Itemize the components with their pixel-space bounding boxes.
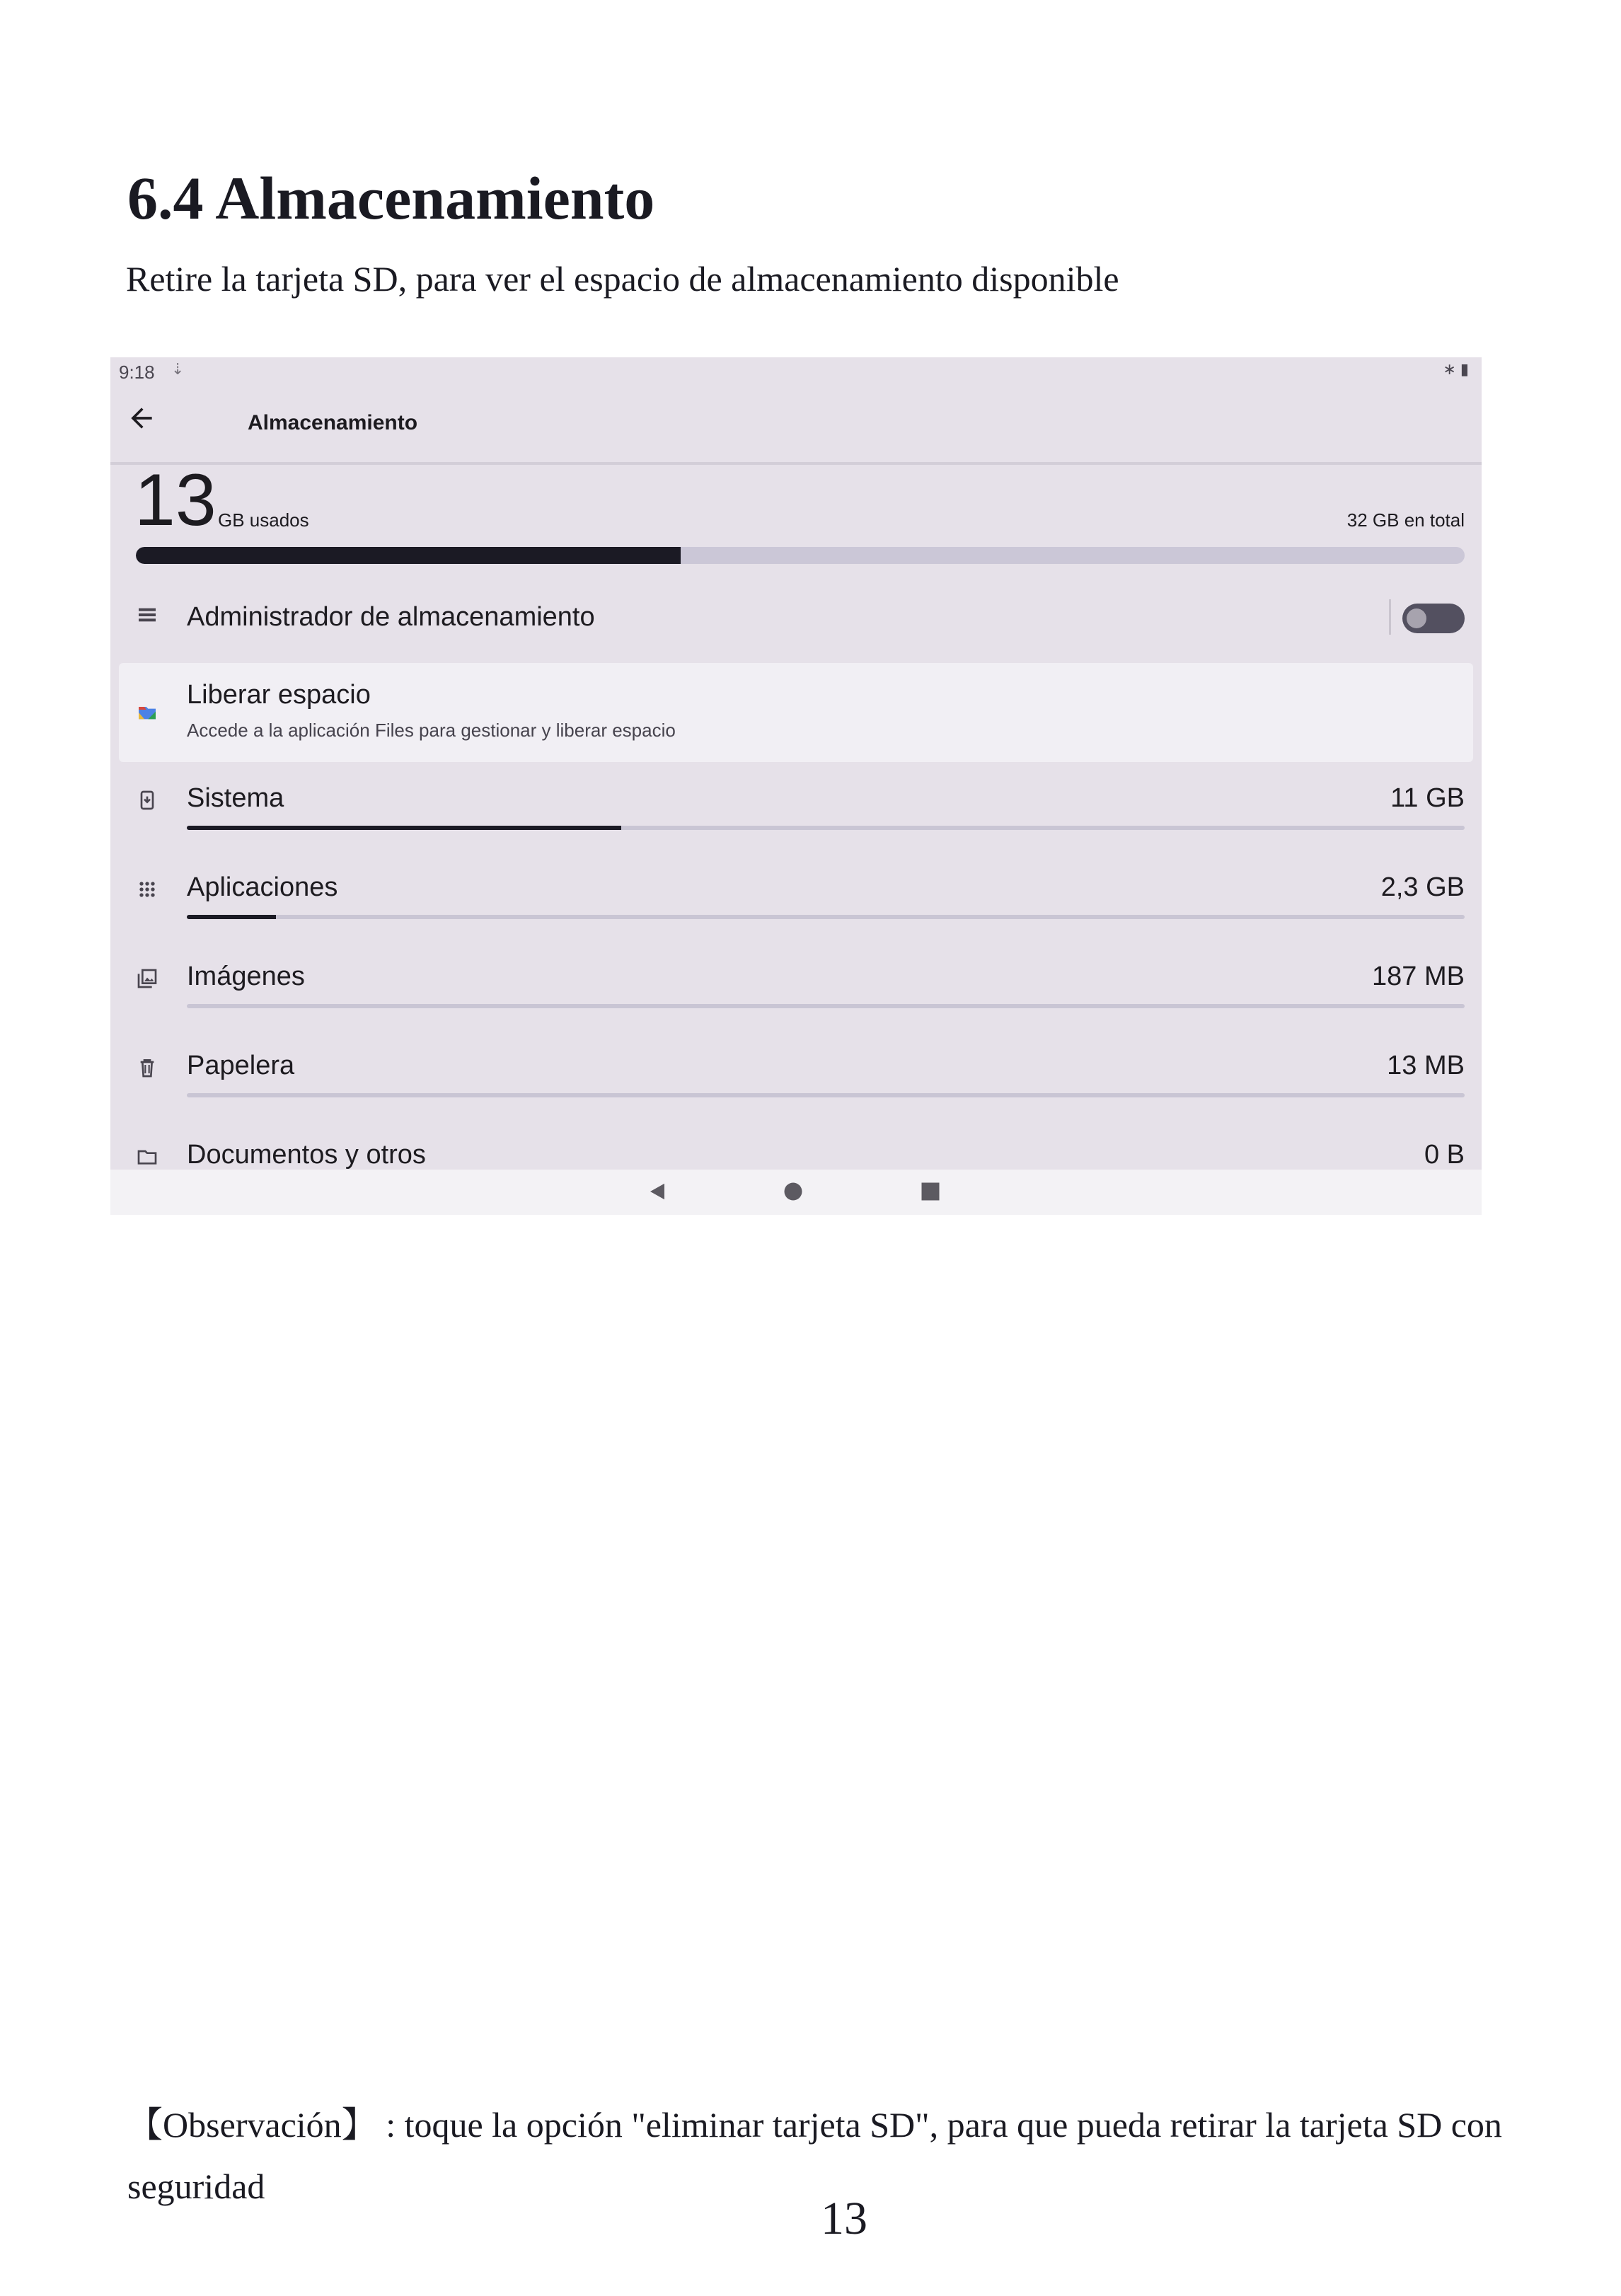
- nav-back-icon[interactable]: [647, 1181, 668, 1202]
- used-storage-label: GB usados: [218, 509, 309, 531]
- storage-list-icon: [136, 604, 158, 626]
- category-label: Imágenes: [187, 962, 305, 991]
- nav-home-icon[interactable]: [783, 1181, 804, 1202]
- free-space-subtitle: Accede a la aplicación Files para gestionar y liberar espacio: [187, 720, 676, 741]
- category-bar: [187, 826, 1465, 830]
- category-bar: [187, 1004, 1465, 1008]
- category-row[interactable]: [110, 954, 1482, 1032]
- category-row[interactable]: [110, 1044, 1482, 1121]
- category-size: 11 GB: [1390, 783, 1465, 813]
- category-bar-fill: [187, 826, 621, 830]
- section-heading: 6.4 Almacenamiento: [127, 164, 655, 232]
- free-space-title: Liberar espacio: [187, 680, 371, 710]
- category-bar: [187, 915, 1465, 919]
- page-number: 13: [821, 2193, 867, 2244]
- category-label: Papelera: [187, 1051, 295, 1080]
- category-row[interactable]: [110, 776, 1482, 854]
- category-size: 2,3 GB: [1380, 872, 1465, 902]
- files-app-icon: [136, 701, 158, 724]
- system-icon: [136, 789, 158, 812]
- storage-usage-bar: [136, 547, 1465, 564]
- note-label: Observación: [163, 2105, 342, 2145]
- battery-icon: ▮: [1460, 360, 1473, 378]
- download-icon: ⇣: [171, 360, 185, 378]
- status-bar: [110, 357, 1482, 384]
- intro-text: Retire la tarjeta SD, para ver el espacio de almacenamiento disponible: [126, 259, 1119, 299]
- toggle-knob: [1407, 608, 1426, 628]
- app-bar: [110, 384, 1482, 465]
- category-size: 13 MB: [1387, 1051, 1465, 1080]
- category-size: 0 B: [1424, 1140, 1465, 1170]
- used-storage-value: 13: [134, 459, 217, 541]
- folder-icon: [136, 1146, 158, 1168]
- category-row[interactable]: [110, 865, 1482, 943]
- category-bar: [187, 1093, 1465, 1097]
- storage-usage-fill: [136, 547, 681, 564]
- note-bracket-close: 】: [341, 2105, 377, 2145]
- arrow-left-icon[interactable]: [126, 403, 157, 434]
- note-text: : toque la opción "eliminar tarjeta SD", para que pueda retirar la tarjeta SD con seguridad: [127, 2105, 1502, 2206]
- total-storage-label: 32 GB en total: [1346, 509, 1465, 531]
- category-size: 187 MB: [1372, 962, 1465, 991]
- storage-manager-title: Administrador de almacenamiento: [187, 602, 595, 632]
- page-title: Almacenamiento: [248, 411, 418, 434]
- switch-divider: [1389, 599, 1391, 635]
- category-label: Documentos y otros: [187, 1140, 426, 1170]
- category-label: Sistema: [187, 783, 284, 813]
- trash-icon: [136, 1056, 158, 1079]
- free-space-card[interactable]: [119, 663, 1473, 762]
- storage-manager-row[interactable]: [110, 592, 1482, 649]
- category-label: Aplicaciones: [187, 872, 338, 902]
- tablet-screenshot: [110, 357, 1482, 1215]
- status-time: 9:18: [119, 362, 155, 383]
- note-bracket-open: 【: [127, 2105, 163, 2145]
- nav-recents-icon[interactable]: [920, 1181, 941, 1202]
- images-icon: [136, 967, 158, 990]
- apps-grid-icon: [136, 878, 158, 901]
- storage-manager-toggle[interactable]: [1402, 604, 1465, 633]
- category-bar-fill: [187, 915, 276, 919]
- navigation-bar: [110, 1170, 1482, 1215]
- bluetooth-icon: ∗: [1443, 360, 1460, 378]
